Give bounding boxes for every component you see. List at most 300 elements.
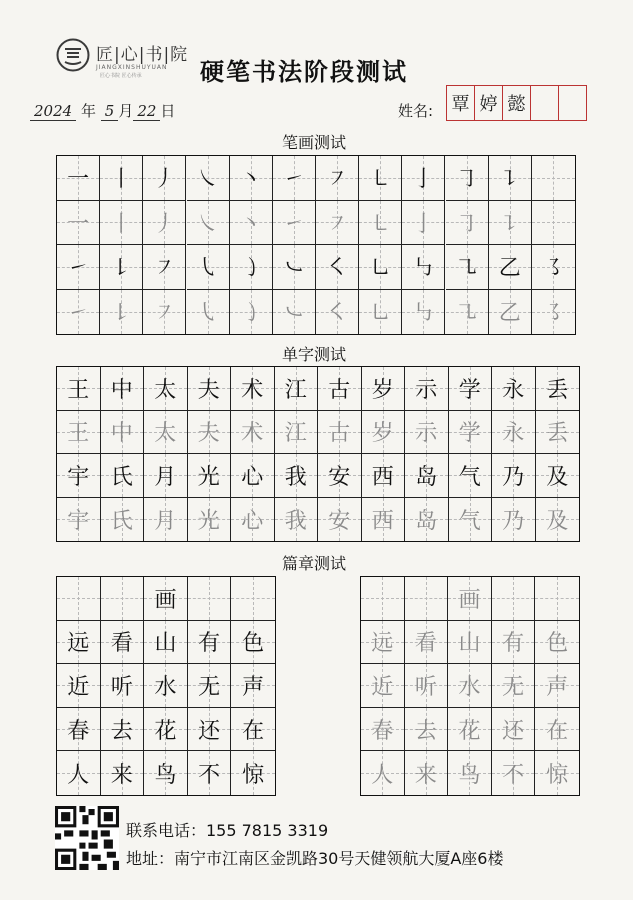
grid-char: ㇇ xyxy=(326,167,349,193)
grid-cell xyxy=(57,708,101,752)
section-title-strokes: 笔画测试 xyxy=(282,133,347,152)
grid-cell xyxy=(405,411,449,455)
grid-char: 光 xyxy=(197,508,220,534)
grid-cell xyxy=(100,156,143,201)
date-year: 2024 xyxy=(30,102,76,121)
grid-cell xyxy=(188,708,232,752)
grid-cell xyxy=(101,621,145,665)
grid-cell xyxy=(231,367,275,411)
grid-char: 丿 xyxy=(153,167,176,193)
grid-char: 永 xyxy=(502,421,525,447)
grid-cell xyxy=(362,498,406,542)
grid-char: 古 xyxy=(328,377,351,403)
grid-cell xyxy=(532,156,575,201)
grid-cell xyxy=(405,664,449,708)
grid-char: 西 xyxy=(371,464,394,490)
grid-cell xyxy=(402,156,445,201)
grid-cell xyxy=(489,201,532,246)
grid-cell xyxy=(275,367,319,411)
grid-char: ㇉ xyxy=(412,301,435,327)
name-label: 姓名: xyxy=(398,102,434,120)
grid-cell xyxy=(359,156,402,201)
grid-char: ㇛ xyxy=(326,301,349,327)
grid-cell xyxy=(492,664,536,708)
grid-cell xyxy=(536,367,580,411)
grid-cell xyxy=(187,201,230,246)
grid-char: 乙 xyxy=(498,301,521,327)
grid-cell xyxy=(57,498,101,542)
grid-cell xyxy=(532,290,575,335)
grid-char: 来 xyxy=(414,762,437,788)
grid-char: ㇁ xyxy=(239,301,262,327)
grid-cell xyxy=(402,201,445,246)
grid-cell xyxy=(362,411,406,455)
grid-char: 江 xyxy=(284,421,307,447)
grid-char: 来 xyxy=(110,762,133,788)
grid-char: 丶 xyxy=(239,211,262,237)
grid-cell xyxy=(405,498,449,542)
grid-char: 术 xyxy=(241,421,264,447)
grid-char: 惊 xyxy=(242,762,265,788)
grid-cell xyxy=(144,621,188,665)
grid-char: 色 xyxy=(546,631,569,657)
grid-char: 水 xyxy=(458,674,481,700)
grid-char: 看 xyxy=(414,631,437,657)
grid-cell xyxy=(144,708,188,752)
grid-cell xyxy=(101,454,145,498)
grid-cell xyxy=(405,367,449,411)
grid-char: ㇟ xyxy=(369,301,392,327)
grid-cell xyxy=(489,156,532,201)
grid-char: 春 xyxy=(67,718,90,744)
grid-char: 在 xyxy=(242,718,265,744)
grid-cell xyxy=(188,367,232,411)
grid-char: 一 xyxy=(67,211,90,237)
grid-char: ㇀ xyxy=(67,301,90,327)
grid-cell xyxy=(318,411,362,455)
brand-name: 匠|心|书|院 xyxy=(96,45,189,65)
grid-cell xyxy=(492,411,536,455)
grid-cell xyxy=(143,290,186,335)
grid-char: 无 xyxy=(198,674,221,700)
grid-cell xyxy=(449,454,493,498)
grid-cell xyxy=(273,245,316,290)
grid-cell xyxy=(144,411,188,455)
grid-char: 声 xyxy=(546,674,569,700)
grid-char: 色 xyxy=(242,631,265,657)
grid-char: 在 xyxy=(546,718,569,744)
qr-code-icon xyxy=(55,806,119,870)
grid-char: ㇄ xyxy=(369,211,392,237)
grid-cell xyxy=(144,454,188,498)
grid-char: ㇃ xyxy=(282,256,305,282)
name-char: 婷 xyxy=(474,85,503,121)
passage-model-grid xyxy=(56,576,276,796)
grid-cell xyxy=(57,751,101,795)
grid-cell xyxy=(449,367,493,411)
grid-cell xyxy=(448,708,492,752)
grid-char: 中 xyxy=(110,377,133,403)
grid-char: 鸟 xyxy=(154,762,177,788)
grid-char: 月 xyxy=(154,464,177,490)
grid-cell xyxy=(57,664,101,708)
grid-char: ㇉ xyxy=(412,256,435,282)
grid-char: ㇏ xyxy=(196,211,219,237)
grid-cell xyxy=(273,201,316,246)
grid-cell xyxy=(57,201,100,246)
footer-address: 地址：南宁市江南区金凯路30号天健领航大厦A座6楼 xyxy=(126,849,504,868)
grid-cell xyxy=(492,454,536,498)
grid-cell xyxy=(188,454,232,498)
grid-cell xyxy=(188,621,232,665)
stroke-practice-grid xyxy=(56,155,576,335)
grid-char: 太 xyxy=(154,421,177,447)
passage-practice-grid xyxy=(360,576,580,796)
grid-char: 及 xyxy=(546,464,569,490)
brand-slogan: 匠心书院 匠心传承 xyxy=(100,73,142,79)
grid-char: ㇈ xyxy=(455,301,478,327)
grid-cell xyxy=(446,245,489,290)
grid-char: 一 xyxy=(67,167,90,193)
grid-char: ㇙ xyxy=(110,256,133,282)
grid-char: 丿 xyxy=(153,211,176,237)
grid-cell xyxy=(492,708,536,752)
grid-char: 岛 xyxy=(415,464,438,490)
grid-cell xyxy=(187,245,230,290)
grid-cell xyxy=(448,664,492,708)
grid-cell xyxy=(275,498,319,542)
grid-char: 人 xyxy=(371,762,394,788)
grid-char: 丢 xyxy=(546,421,569,447)
grid-cell xyxy=(405,751,449,795)
grid-char: ㇄ xyxy=(369,167,392,193)
date-line xyxy=(30,100,175,121)
grid-cell xyxy=(101,708,145,752)
grid-char: 我 xyxy=(284,464,307,490)
grid-char: 西 xyxy=(371,508,394,534)
date-month: 5 xyxy=(101,102,119,121)
grid-char: 气 xyxy=(458,464,481,490)
grid-char: 江 xyxy=(284,377,307,403)
grid-char: 岛 xyxy=(415,508,438,534)
grid-char: 不 xyxy=(502,762,525,788)
grid-cell xyxy=(188,664,232,708)
grid-char: 乙 xyxy=(498,256,521,282)
grid-char: 花 xyxy=(458,718,481,744)
grid-cell xyxy=(489,245,532,290)
grid-char: 近 xyxy=(371,674,394,700)
grid-cell xyxy=(405,454,449,498)
grid-char: 永 xyxy=(502,377,525,403)
grid-cell xyxy=(448,751,492,795)
grid-char: ㇈ xyxy=(455,256,478,282)
grid-char: 花 xyxy=(154,718,177,744)
grid-char: 亅 xyxy=(412,167,435,193)
grid-cell xyxy=(535,664,579,708)
grid-char: 山 xyxy=(458,631,481,657)
grid-cell xyxy=(361,577,405,621)
brand-logo-icon xyxy=(56,38,90,72)
grid-char: 不 xyxy=(198,762,221,788)
grid-char: 看 xyxy=(110,631,133,657)
grid-char: 水 xyxy=(154,674,177,700)
grid-cell xyxy=(231,751,275,795)
grid-cell xyxy=(101,498,145,542)
grid-cell xyxy=(405,708,449,752)
grid-cell xyxy=(231,621,275,665)
grid-cell xyxy=(57,156,100,201)
grid-char: ㇏ xyxy=(196,167,219,193)
grid-cell xyxy=(532,201,575,246)
grid-char: ㇃ xyxy=(282,301,305,327)
grid-cell xyxy=(536,411,580,455)
grid-char: ㇇ xyxy=(153,301,176,327)
grid-cell xyxy=(143,201,186,246)
grid-cell xyxy=(144,664,188,708)
grid-cell xyxy=(101,664,145,708)
grid-cell xyxy=(362,454,406,498)
grid-char: ㇊ xyxy=(498,211,521,237)
grid-char: ㇁ xyxy=(239,256,262,282)
grid-cell xyxy=(188,498,232,542)
grid-char: 王 xyxy=(67,421,90,447)
grid-cell xyxy=(402,290,445,335)
grid-cell xyxy=(100,290,143,335)
grid-char: 太 xyxy=(154,377,177,403)
grid-char: 宇 xyxy=(67,464,90,490)
grid-cell xyxy=(492,577,536,621)
grid-char: 无 xyxy=(502,674,525,700)
grid-char: ㇛ xyxy=(326,256,349,282)
name-char: 懿 xyxy=(502,85,531,121)
grid-cell xyxy=(188,577,232,621)
grid-char: 乃 xyxy=(502,464,525,490)
grid-char: 示 xyxy=(415,421,438,447)
grid-char: 学 xyxy=(458,377,481,403)
grid-char: 远 xyxy=(371,631,394,657)
name-grid xyxy=(447,85,587,121)
grid-char: ㇀ xyxy=(67,256,90,282)
grid-cell xyxy=(275,411,319,455)
grid-cell xyxy=(231,454,275,498)
grid-cell xyxy=(492,367,536,411)
grid-cell xyxy=(405,621,449,665)
date-year-label: 年 xyxy=(80,102,96,120)
grid-char: 光 xyxy=(197,464,220,490)
grid-cell xyxy=(535,751,579,795)
grid-cell xyxy=(361,751,405,795)
name-char xyxy=(558,85,587,121)
grid-char: ㇊ xyxy=(498,167,521,193)
grid-cell xyxy=(536,498,580,542)
grid-cell xyxy=(57,290,100,335)
grid-char: 丢 xyxy=(546,377,569,403)
section-title-passage: 篇章测试 xyxy=(282,554,347,573)
grid-cell xyxy=(231,664,275,708)
grid-cell xyxy=(449,411,493,455)
grid-cell xyxy=(230,201,273,246)
grid-char: ㇆ xyxy=(455,167,478,193)
grid-cell xyxy=(449,498,493,542)
grid-cell xyxy=(101,367,145,411)
grid-cell xyxy=(318,367,362,411)
grid-cell xyxy=(187,290,230,335)
grid-char: 安 xyxy=(328,464,351,490)
grid-cell xyxy=(318,498,362,542)
grid-char: 远 xyxy=(67,631,90,657)
date-month-label: 月 xyxy=(118,102,134,120)
grid-cell xyxy=(492,498,536,542)
grid-cell xyxy=(144,751,188,795)
grid-char: 去 xyxy=(110,718,133,744)
grid-cell xyxy=(187,156,230,201)
grid-cell xyxy=(536,454,580,498)
grid-char: 氏 xyxy=(110,508,133,534)
grid-char: 示 xyxy=(415,377,438,403)
grid-cell xyxy=(101,411,145,455)
grid-char: 还 xyxy=(502,718,525,744)
grid-char: 氏 xyxy=(110,464,133,490)
grid-char: ㇟ xyxy=(369,256,392,282)
grid-char: 宇 xyxy=(67,508,90,534)
grid-cell xyxy=(143,156,186,201)
grid-cell xyxy=(446,290,489,335)
grid-char: 夫 xyxy=(197,421,220,447)
grid-cell xyxy=(101,751,145,795)
grid-cell xyxy=(144,367,188,411)
grid-char: 气 xyxy=(458,508,481,534)
grid-cell xyxy=(144,498,188,542)
grid-char: ㇂ xyxy=(196,301,219,327)
grid-cell xyxy=(57,367,101,411)
grid-char: 去 xyxy=(414,718,437,744)
grid-cell xyxy=(489,290,532,335)
grid-char: 鸟 xyxy=(458,762,481,788)
grid-char: 听 xyxy=(110,674,133,700)
grid-char: 惊 xyxy=(546,762,569,788)
grid-char: 乃 xyxy=(502,508,525,534)
name-char xyxy=(530,85,559,121)
grid-char: 古 xyxy=(328,421,351,447)
grid-char: 声 xyxy=(242,674,265,700)
date-day-label: 日 xyxy=(160,102,176,120)
grid-char: 画 xyxy=(458,587,481,613)
grid-cell xyxy=(359,201,402,246)
grid-char: 丨 xyxy=(110,167,133,193)
grid-char: 夫 xyxy=(197,377,220,403)
grid-char: ㇌ xyxy=(542,256,565,282)
grid-cell xyxy=(230,290,273,335)
grid-char: 岁 xyxy=(371,421,394,447)
grid-char: ㇀ xyxy=(282,167,305,193)
date-day: 22 xyxy=(133,102,160,121)
grid-cell xyxy=(188,411,232,455)
grid-cell xyxy=(359,245,402,290)
grid-char: 安 xyxy=(328,508,351,534)
grid-char: ㇌ xyxy=(542,301,565,327)
character-practice-grid xyxy=(56,366,580,542)
grid-cell xyxy=(316,290,359,335)
grid-char: 心 xyxy=(241,508,264,534)
grid-cell xyxy=(446,201,489,246)
grid-cell xyxy=(273,290,316,335)
grid-char: 术 xyxy=(241,377,264,403)
grid-cell xyxy=(359,290,402,335)
grid-cell xyxy=(188,751,232,795)
grid-cell xyxy=(231,411,275,455)
grid-cell xyxy=(57,245,100,290)
grid-char: 丶 xyxy=(239,167,262,193)
grid-char: 春 xyxy=(371,718,394,744)
grid-cell xyxy=(361,664,405,708)
grid-char: 近 xyxy=(67,674,90,700)
footer-phone: 联系电话：155 7815 3319 xyxy=(126,821,329,840)
grid-cell xyxy=(448,621,492,665)
grid-cell xyxy=(446,156,489,201)
grid-char: 王 xyxy=(67,377,90,403)
grid-char: ㇙ xyxy=(110,301,133,327)
grid-char: 及 xyxy=(546,508,569,534)
grid-cell xyxy=(362,367,406,411)
grid-cell xyxy=(532,245,575,290)
grid-char: ㇂ xyxy=(196,256,219,282)
grid-cell xyxy=(402,245,445,290)
grid-cell xyxy=(100,245,143,290)
page-title: 硬笔书法阶段测试 xyxy=(200,58,408,86)
grid-cell xyxy=(316,156,359,201)
grid-cell xyxy=(100,201,143,246)
grid-cell xyxy=(405,577,449,621)
grid-char: ㇇ xyxy=(326,211,349,237)
grid-cell xyxy=(318,454,362,498)
grid-char: 还 xyxy=(198,718,221,744)
grid-char: ㇆ xyxy=(455,211,478,237)
grid-char: 中 xyxy=(110,421,133,447)
grid-cell xyxy=(316,201,359,246)
grid-cell xyxy=(57,621,101,665)
grid-cell xyxy=(535,708,579,752)
grid-char: 丨 xyxy=(110,211,133,237)
grid-cell xyxy=(231,577,275,621)
grid-char: 岁 xyxy=(371,377,394,403)
grid-cell xyxy=(230,156,273,201)
name-char: 覃 xyxy=(446,85,475,121)
grid-cell xyxy=(275,454,319,498)
grid-char: 人 xyxy=(67,762,90,788)
grid-cell xyxy=(273,156,316,201)
grid-cell xyxy=(143,245,186,290)
grid-cell xyxy=(535,621,579,665)
grid-char: ㇀ xyxy=(282,211,305,237)
grid-cell xyxy=(492,751,536,795)
grid-cell xyxy=(361,708,405,752)
grid-char: 亅 xyxy=(412,211,435,237)
grid-cell xyxy=(57,454,101,498)
grid-char: 有 xyxy=(502,631,525,657)
grid-char: 山 xyxy=(154,631,177,657)
brand-subtitle: JIANGXINSHUYUAN xyxy=(96,64,168,71)
grid-char: 有 xyxy=(198,631,221,657)
grid-cell xyxy=(144,577,188,621)
grid-cell xyxy=(57,411,101,455)
grid-char: 画 xyxy=(154,587,177,613)
grid-cell xyxy=(361,621,405,665)
grid-char: ㇇ xyxy=(153,256,176,282)
grid-char: 月 xyxy=(154,508,177,534)
grid-char: 心 xyxy=(241,464,264,490)
grid-cell xyxy=(231,708,275,752)
grid-char: 我 xyxy=(284,508,307,534)
